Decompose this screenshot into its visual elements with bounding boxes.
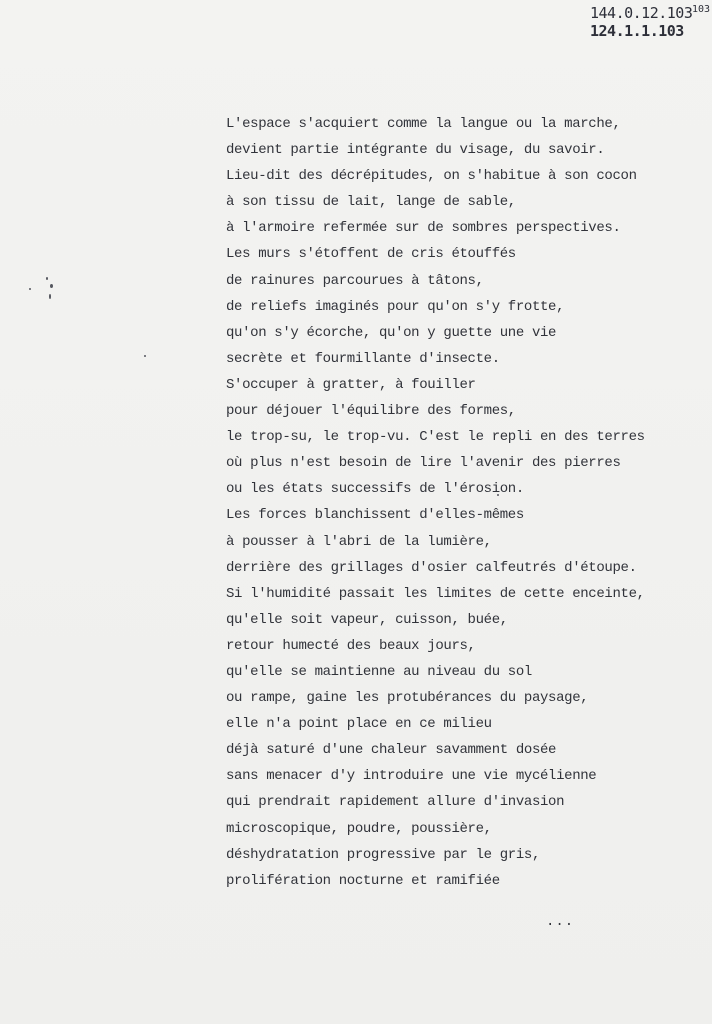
poem-line: ou rampe, gaine les protubérances du paysage, (226, 690, 589, 707)
poem-line: Lieu-dit des décrépitudes, on s'habitue à son cocon (226, 168, 637, 185)
poem-line: de rainures parcourues à tâtons, (226, 272, 484, 289)
poem-line: devient partie intégrante du visage, du savoir. (226, 142, 605, 159)
poem-line: Les murs s'étoffent de cris étouffés (226, 246, 516, 263)
poem-line: L'espace s'acquiert comme la langue ou la marche, (226, 116, 621, 132)
page-mark (144, 355, 146, 357)
poem-line: secrète et fourmillante d'insecte. (226, 350, 500, 367)
poem-line: microscopique, poudre, poussière, (226, 820, 492, 837)
poem-line: déjà saturé d'une chaleur savamment dosée (226, 742, 557, 759)
poem-line: qu'elle se maintienne au niveau du sol (226, 663, 532, 680)
archive-reference-primary: 144.0.12.103 (590, 4, 693, 22)
page-mark (49, 294, 51, 299)
poem-line: ou les états successifs de l'érosion. (226, 481, 524, 498)
poem-line: à pousser à l'abri de la lumière, (226, 533, 492, 550)
poem-line: à l'armoire refermée sur de sombres perspectives. (226, 220, 621, 237)
page-mark (46, 277, 48, 280)
poem-body (226, 115, 646, 898)
archive-reference-secondary: 124.1.1.103 (590, 22, 684, 40)
poem-line: qui prendrait rapidement allure d'invasion (226, 794, 565, 811)
poem-line: de reliefs imaginés pour qu'on s'y frotte, (226, 298, 565, 315)
poem-line: retour humecté des beaux jours, (226, 637, 476, 654)
corner-page-number: 103 (692, 4, 711, 15)
poem-line: derrière des grillages d'osier calfeutrés d'étoupe. (226, 559, 637, 576)
poem-line: sans menacer d'y introduire une vie mycélienne (226, 768, 597, 785)
poem-line: qu'elle soit vapeur, cuisson, buée, (226, 611, 508, 628)
poem-line: où plus n'est besoin de lire l'avenir des pierres (226, 455, 621, 472)
page-mark (50, 284, 53, 288)
poem-line: S'occuper à gratter, à fouiller (226, 376, 476, 393)
poem-line: qu'on s'y écorche, qu'on y guette une vie (226, 324, 557, 341)
poem-line: elle n'a point place en ce milieu (226, 716, 492, 733)
poem-line: à son tissu de lait, lange de sable, (226, 194, 516, 211)
poem-line: Les forces blanchissent d'elles-mêmes (226, 507, 524, 524)
poem-line: déshydratation progressive par le gris, (226, 846, 541, 863)
continuation-marker: ... (546, 914, 575, 930)
poem-line: Si l'humidité passait les limites de cette enceinte, (226, 585, 645, 602)
poem-line: pour déjouer l'équilibre des formes, (226, 403, 516, 420)
poem-line: le trop-su, le trop-vu. C'est le repli en des terres (226, 429, 645, 446)
page-mark (29, 288, 31, 290)
poem-line: prolifération nocturne et ramifiée (226, 872, 500, 889)
